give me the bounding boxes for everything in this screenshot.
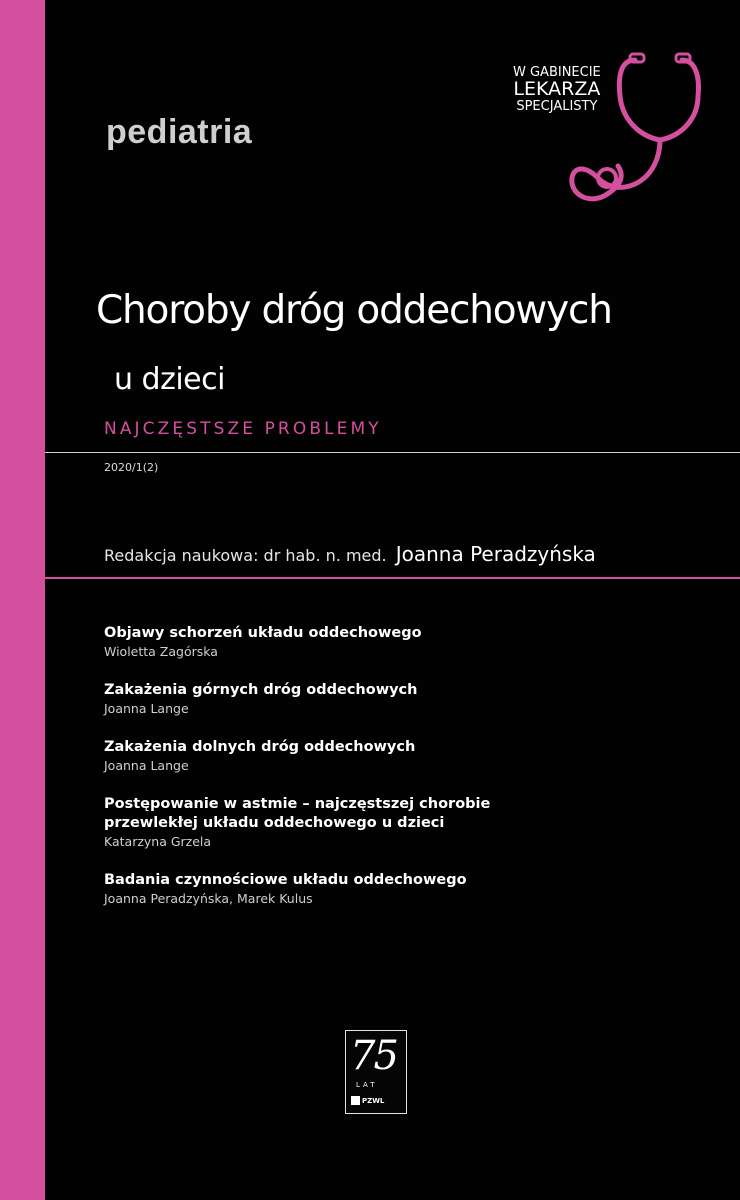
book-title: Choroby dróg oddechowych [96, 288, 612, 333]
toc-item-title: Postępowanie w astmie – najczęstszej chorobie przewlekłej układu oddechowego u dzieci [104, 796, 491, 831]
toc-item [104, 871, 704, 907]
editors-line [104, 542, 596, 566]
toc-item-title: Zakażenia dolnych dróg oddechowych [104, 739, 416, 755]
toc-item [104, 795, 524, 850]
publisher-logo [345, 1030, 407, 1114]
publisher-mark-icon [351, 1096, 360, 1105]
divider-white [45, 452, 740, 453]
divider-pink [45, 577, 740, 579]
pink-spine [0, 0, 45, 1200]
logo-line-3: SPECJALISTY [516, 98, 598, 114]
series-logo [505, 48, 715, 208]
toc-item-author: Wioletta Zagórska [104, 644, 218, 659]
toc-item-title: Badania czynnościowe układu oddechowego [104, 872, 467, 888]
logo-line-1: W GABINECIE [513, 65, 601, 80]
publisher-anniversary-number: 75 [350, 1033, 397, 1079]
stethoscope-icon [560, 48, 710, 208]
logo-line-2: LEKARZA [513, 77, 601, 100]
editors-label: Redakcja naukowa: dr hab. n. med. [104, 546, 387, 565]
toc-item-title: Objawy schorzeń układu oddechowego [104, 625, 422, 641]
toc-item-author: Joanna Lange [104, 758, 189, 773]
publisher-name: PZWL [362, 1097, 385, 1105]
issue-number: 2020/1(2) [104, 461, 159, 474]
toc-item [104, 624, 704, 660]
series-name: pediatria [106, 113, 253, 151]
toc-item-author: Joanna Lange [104, 701, 189, 716]
publisher-anniversary-label: LAT [356, 1081, 378, 1089]
book-tagline: NAJCZĘSTSZE PROBLEMY [104, 419, 382, 439]
toc-item-author: Katarzyna Grzela [104, 834, 212, 849]
book-subtitle: u dzieci [114, 362, 225, 397]
toc-item-author: Joanna Peradzyńska, Marek Kulus [104, 891, 313, 906]
toc-item [104, 681, 704, 717]
toc-item-title: Zakażenia górnych dróg oddechowych [104, 682, 418, 698]
editors-name: Joanna Peradzyńska [395, 542, 596, 566]
toc-item [104, 738, 704, 774]
